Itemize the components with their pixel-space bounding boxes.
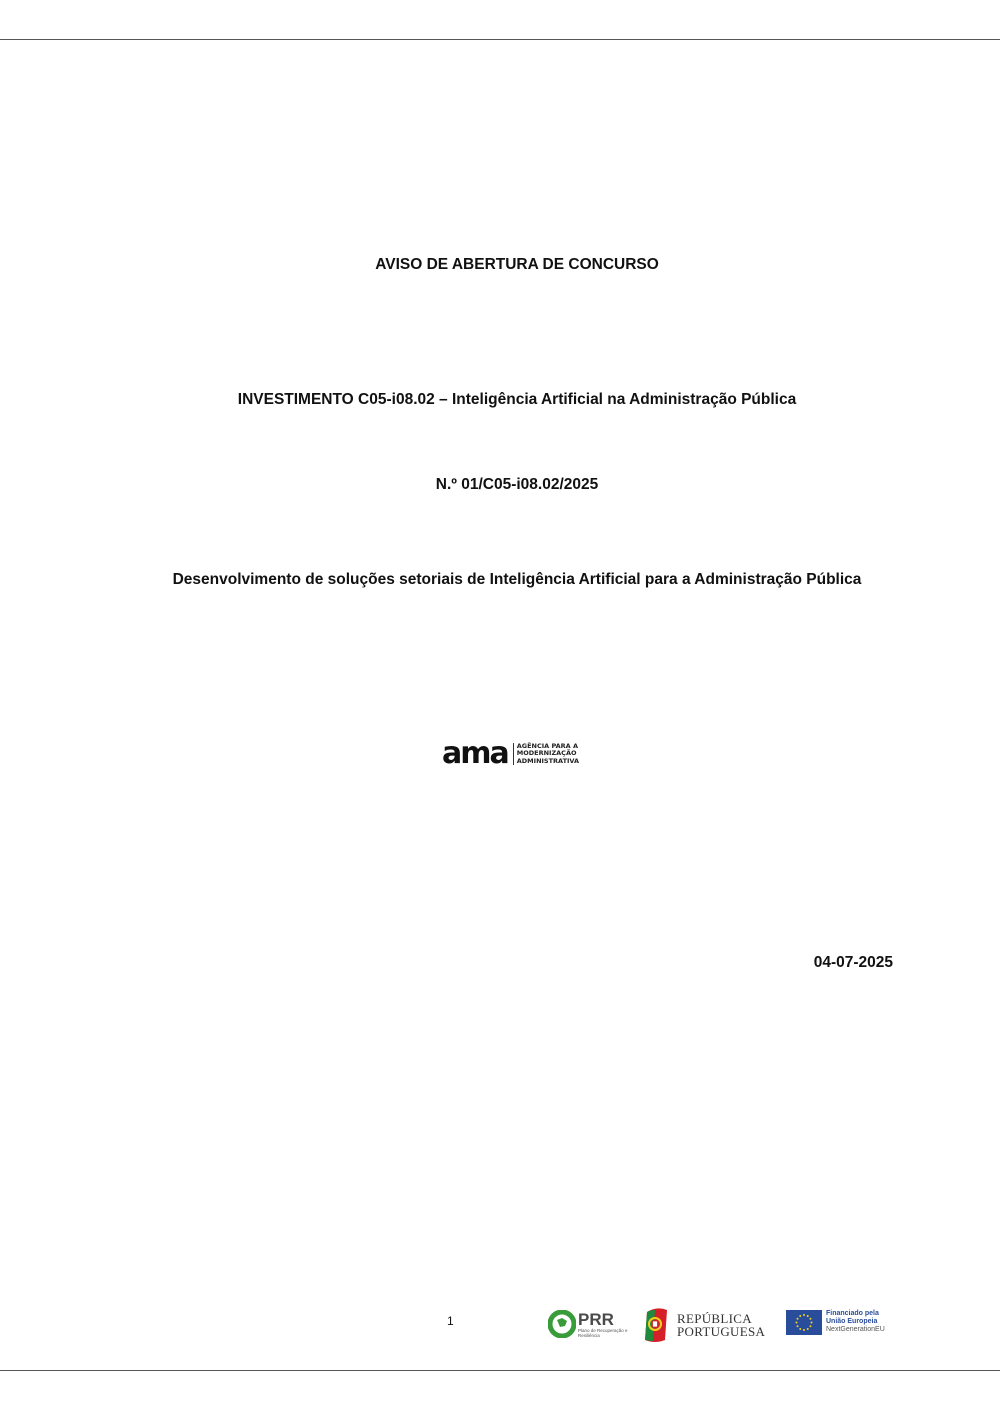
header-rule [0,39,1000,40]
investment-title: INVESTIMENTO C05-i08.02 – Inteligência Artificial na Administração Pública [237,391,797,408]
notice-number: N.º 01/C05-i08.02/2025 [435,476,599,493]
republica-line: REPÚBLICA [677,1311,752,1326]
ama-tagline-line: AGÊNCIA PARA A [516,741,579,750]
notice-date: 04-07-2025 [813,954,893,971]
eu-funding-logo [786,1308,885,1336]
republica-portuguesa-logo [643,1306,765,1344]
eu-nextgen-line: NextGenerationEU [826,1326,885,1333]
prr-logo [548,1308,638,1340]
prr-subtitle: Plano de Recuperação e Resiliência [578,1327,628,1338]
eu-flag-icon [786,1310,822,1335]
prr-text [578,1311,638,1338]
ama-wordmark: ama [442,736,508,771]
ama-tagline-line: ADMINISTRATIVA [516,756,580,765]
eu-financed-line: Financiado pela [826,1310,879,1317]
eu-union-line: União Europeia [826,1318,878,1325]
ama-tagline [513,743,579,766]
ama-logo [442,738,579,770]
portuguese-flag-emblem-icon [643,1306,671,1344]
notice-subject: Desenvolvimento de soluções setoriais de Inteligência Artificial para a Administração Pública [172,571,862,588]
page-number: 1 [447,1314,454,1328]
republica-portuguesa-text [677,1312,765,1338]
portuguesa-line: PORTUGUESA [677,1324,766,1339]
document-heading: AVISO DE ABERTURA DE CONCURSO [375,256,659,273]
footer-rule [0,1370,1000,1371]
prr-title: PRR [578,1309,614,1329]
prr-emblem-icon [548,1310,576,1338]
ama-tagline-line: MODERNIZAÇÃO [516,749,577,758]
eu-funding-text [826,1310,885,1334]
